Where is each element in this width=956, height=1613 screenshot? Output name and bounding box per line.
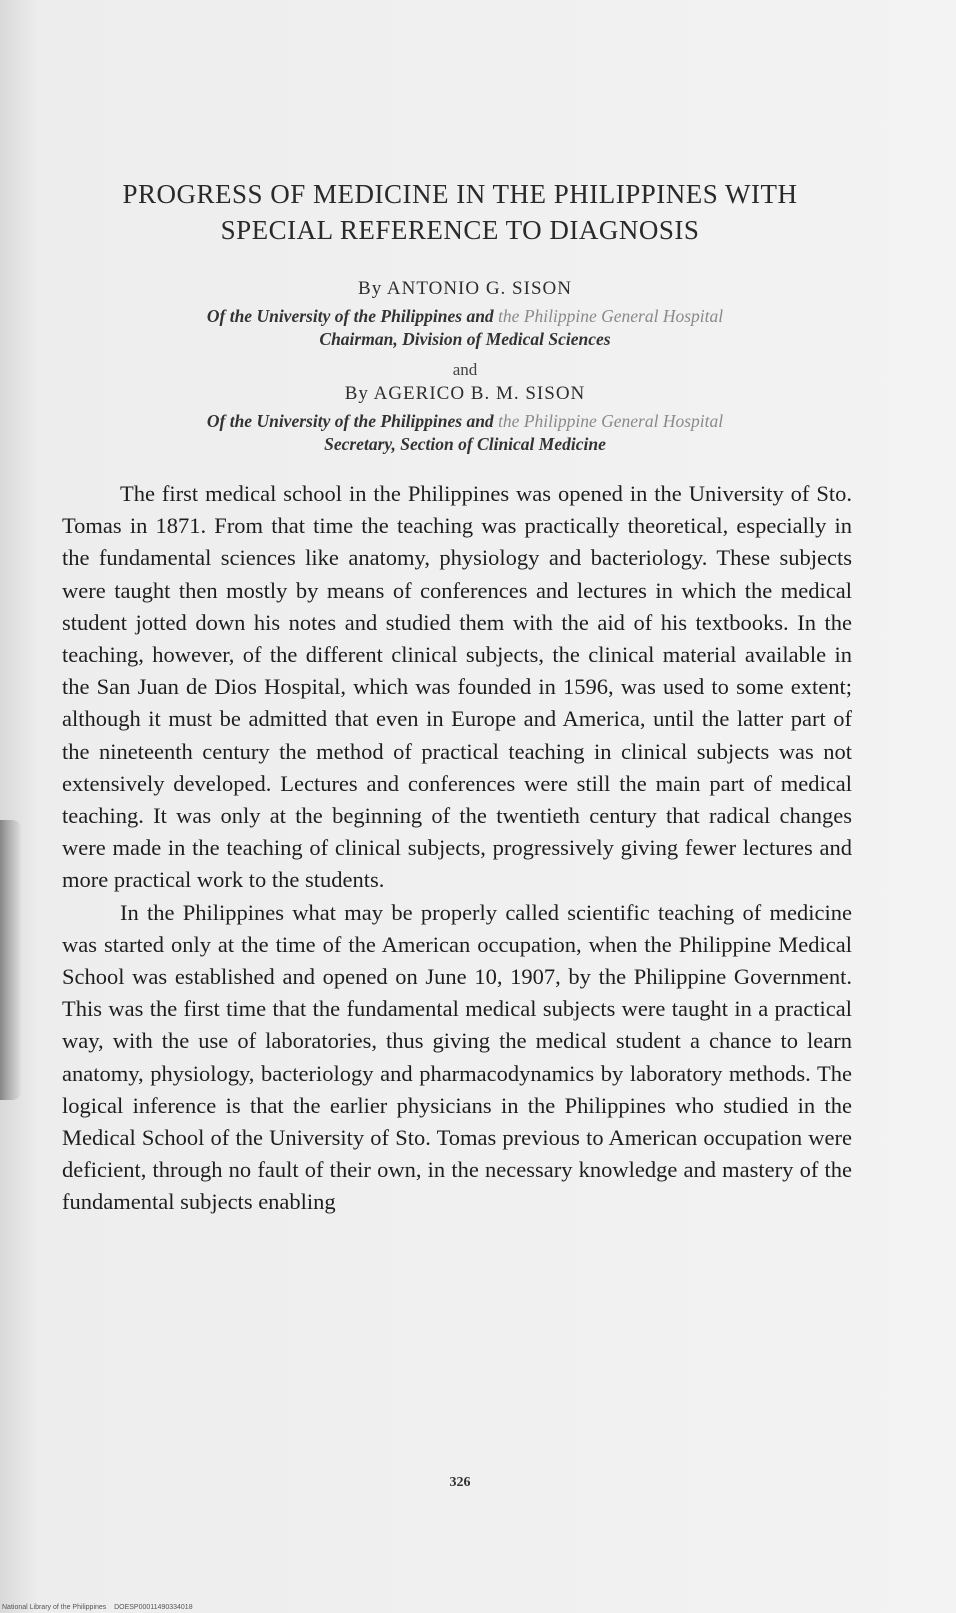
scan-footer xyxy=(2,1604,193,1611)
author-1-block xyxy=(60,278,870,350)
page-number: 326 xyxy=(449,1475,471,1490)
author-conjunction: and xyxy=(452,360,478,379)
author-1-affiliation xyxy=(60,306,870,327)
author-2-affiliation-strong: Of the University of the Philippines and xyxy=(206,411,499,431)
paragraph-1: The first medical school in the Philippines was opened in the University of Sto. Tomas in 1871. From that time the teaching was practically theoretical, especially in the fundamental sciences like anatomy, physiology and bacteriology. These subjects were taught then mostly by means of conferences and lectures in which the medical student jotted down his notes and studied them with the aid of his textbooks. In the teaching, however, of the different clinical subjects, the clinical material available in the San Juan de Dios Hospital, which was founded in 1596, was used to some extent; although it must be admitted that even in Europe and America, until the latter part of the nineteenth century the method of practical teaching in clinical subjects was not extensively developed. Lectures and conferences were still the main part of medical teaching. It was only at the beginning of the twentieth century that radical changes were made in the teaching of clinical subjects, progressively giving fewer lectures and more practical work to the students. xyxy=(62,481,852,893)
title-line-1: PROGRESS OF MEDICINE IN THE PHILIPPINES WITH xyxy=(122,179,798,209)
author-2-affiliation-faded: the Philippine General Hospital xyxy=(498,411,724,431)
author-1-name: By ANTONIO G. SISON xyxy=(358,278,572,299)
article-title xyxy=(60,176,860,248)
author-2-role: Secretary, Section of Clinical Medicine xyxy=(324,434,606,454)
author-1-affiliation-faded: the Philippine General Hospital xyxy=(498,306,724,326)
author-1-affiliation-strong: Of the University of the Philippines and xyxy=(206,306,499,326)
footer-source: National Library of the Philippines xyxy=(2,1604,107,1611)
author-2-block xyxy=(60,383,870,455)
title-line-2: SPECIAL REFERENCE TO DIAGNOSIS xyxy=(220,215,700,245)
page-binding-shadow xyxy=(0,820,22,1100)
author-2-affiliation xyxy=(60,411,870,432)
footer-identifier: DOESP00011490334018 xyxy=(114,1604,193,1611)
paragraph-2: In the Philippines what may be properly called scientific teaching of medicine was started only at the time of the American occupation, when the Philippine Medical School was established and opened on June 10, 1907, by the Philippine Government. This was the first time that the fundamental medical subjects were taught in a practical way, with the use of laboratories, thus giving the medical student a chance to learn anatomy, physiology, bacteriology and pharmacodynamics by laboratory methods. The logical inference is that the earlier physicians in the Philippines who studied in the Medical School of the University of Sto. Tomas previous to American occupation were deficient, through no fault of their own, in the necessary knowledge and mastery of the fundamental subjects enabling xyxy=(62,899,852,1215)
author-1-role: Chairman, Division of Medical Sciences xyxy=(319,329,611,349)
author-2-name: By AGERICO B. M. SISON xyxy=(344,383,586,404)
article-body xyxy=(62,478,852,1219)
